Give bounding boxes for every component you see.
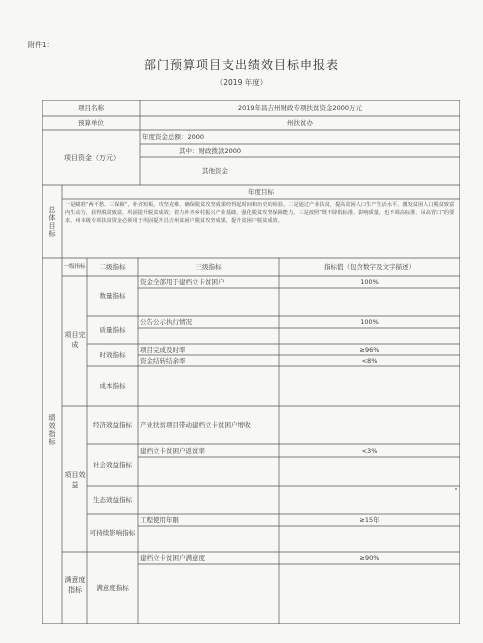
page-title: 部门预算项目支出绩效目标申报表 [143, 58, 339, 72]
quality-indicator-label: 质量指标 [99, 326, 126, 334]
eco-indicator-label: 生态效益指标 [93, 496, 132, 504]
page-subtitle: （2019 年度） [215, 78, 268, 87]
attachment-label: 附件1： [28, 41, 54, 49]
sustain-item: 工程使用年限 [140, 516, 179, 524]
quantity-value: 100% [360, 278, 379, 286]
sustain-indicator-label: 可持续影响指标 [89, 529, 136, 537]
funding-fiscal: 其中：财政拨款2000 [178, 146, 242, 155]
quantity-indicator-label: 数量指标 [99, 292, 126, 300]
timeliness-indicator-label: 时效指标 [99, 351, 126, 359]
timeliness-item-1: 项目完成及时率 [140, 345, 186, 354]
indicators-section-label: 绩效指标 [48, 414, 56, 446]
project-name-label: 项目名称 [78, 104, 104, 112]
group-benefit-label: 项目效益 [64, 471, 86, 489]
group-satisfaction-label: 满意度指标 [64, 576, 86, 594]
satisfaction-value: ≥90% [359, 554, 380, 562]
col-level3-header: 三级指标 [195, 263, 222, 271]
budget-unit-label: 预算单位 [78, 119, 104, 127]
funding-other: 其他资金 [202, 167, 228, 175]
social-item: 建档立卡贫困户返贫率 [140, 446, 205, 455]
year-goal-label: 年度目标 [248, 188, 274, 196]
sustain-value: ≥15年 [359, 516, 380, 524]
quality-value: 100% [360, 318, 379, 326]
col-value-header: 指标值（包含数字及文字描述） [324, 263, 415, 271]
satisfaction-indicator-label: 满意度指标 [96, 584, 129, 592]
quality-item: 公告公示执行情况 [140, 318, 192, 326]
economic-item: 产业扶贫项目带动建档立卡贫困户增收 [140, 421, 251, 429]
social-indicator-label: 社会效益指标 [93, 461, 132, 469]
timeliness-value-2: <8% [361, 356, 378, 365]
social-value: <3% [361, 446, 378, 455]
budget-unit-value: 州扶贫办 [287, 119, 313, 127]
funding-label: 项目资金（万元） [64, 153, 120, 162]
overall-goal-label: 总体目标 [48, 205, 56, 238]
group-completion-label: 项目完成 [64, 331, 86, 349]
col-level2-header: 二级指标 [99, 263, 126, 271]
cost-indicator-label: 成本指标 [99, 382, 126, 390]
funding-total: 年度资金总额：2000 [142, 133, 205, 141]
project-name-value: 2019年昌吉州财政专项扶贫资金2000万元 [237, 104, 363, 112]
economic-indicator-label: 经济效益指标 [93, 421, 132, 429]
satisfaction-item: 建档立卡贫困户满意度 [140, 554, 205, 562]
timeliness-value-1: ≥96% [359, 345, 380, 354]
quantity-item: 资金全部用于建档立卡贫困户 [140, 278, 225, 286]
col-level1-header: 一级指标 [63, 263, 86, 270]
overall-goal-text: 一是瞄准“两不愁、三保障”，补齐短板，攻坚克难，确保脱贫攻坚成果经得起时间和历史的检验。二是通过产业扶贫，提高贫困人口生产生活水平，激发贫困人口脱贫致富内生动力，获得脱贫致富，巩固提升脱贫成效；着力补齐乡村振兴产业基础，强化脱贫攻坚保障能力。三是按照“既不降低标准、影响质量，也不调高标准、吊高胃口”的要求，州本级专项扶贫资金必须用于巩固提升昌吉州贫困户脱贫攻坚成果，提升贫困户脱贫成效。 [65, 202, 455, 224]
scan-speck [455, 488, 457, 490]
target-table [42, 100, 460, 624]
timeliness-item-2: 资金结转结余率 [140, 356, 186, 365]
